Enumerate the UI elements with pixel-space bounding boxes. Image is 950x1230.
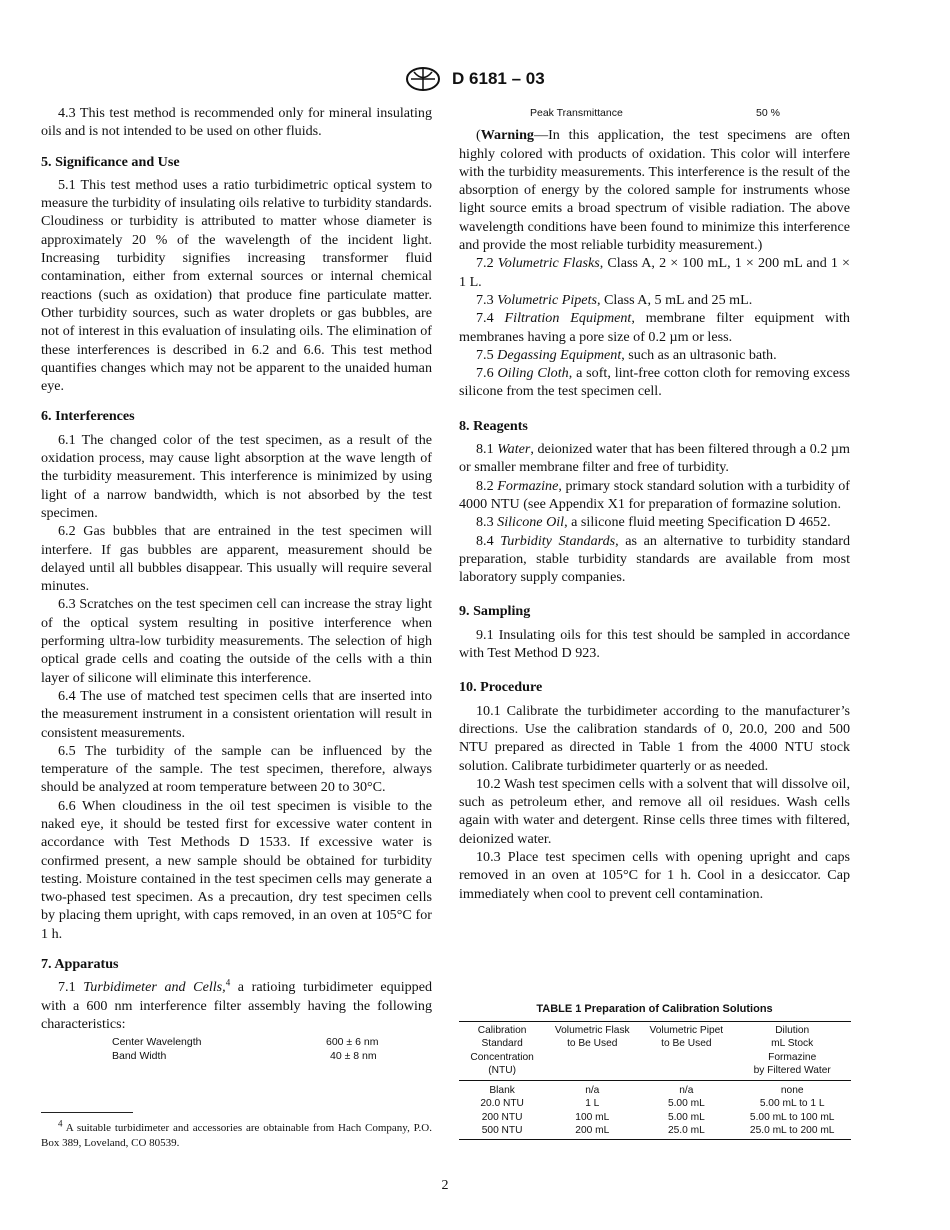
table-row: 200 NTU 100 mL 5.00 mL 5.00 mL to 100 mL [481,1111,835,1123]
paragraph-8-4: 8.4 Turbidity Standards, as an alternative to turbidity standard preparation, stable turbidity standards are available from most laboratory supply companies. [459,532,850,586]
section-9-heading: 9. Sampling [459,603,531,620]
paragraph-6-1: 6.1 The changed color of the test specimen, as a result of the oxidation process, may cause light absorption at the wave length of the turbidity measurement. This interference is minimized by using light of a narrow bandwidth, which is not absorbed by the test specimen. [41,431,432,521]
paragraph-5-1: 5.1 This test method uses a ratio turbidimetric optical system to measure the turbidity of insulating oils relative to turbidity standards. Cloudiness or turbidity is attributed to matter whose diameter is approximately 20 % of the wavelength of the incident light. Increasing turbidity signifies increasing transformer fluid contamination, either from external sources or internal chemical reactions (such as oxidation) that produce fine particulate matter. Other turbidity sources, such as water droplets or gas bubbles, are not of interest in this evaluation of insulating oils. The elimination of these interferences is described in 6.2 and 6.6. This test method quantifies changes which may not be apparent to the unaided human eye. [41,176,432,395]
paragraph-7-3: 7.3 Volumetric Pipets, Class A, 5 mL and 25 mL. [476,291,753,308]
paragraph-8-2: 8.2 Formazine, primary stock standard solution with a turbidity of 4000 NTU (see Appendix X1 for preparation of formazine solution. [459,477,850,512]
table-header-row [459,1022,851,1081]
paragraph-10-1: 10.1 Calibrate the turbidimeter according to the manufacturer’s directions. Use the calibration standards of 0, 20.0, 200 and 500 NTU prepared as directed in Table 1 from the 4000 NTU stock solution. Calibrate turbidimeter quarterly or as needed. [459,702,850,774]
section-7-heading: 7. Apparatus [41,956,119,973]
paragraph-9-1: 9.1 Insulating oils for this test should be sampled in accordance with Test Method D 923. [459,626,850,662]
paragraph-7-4: 7.4 Filtration Equipment, membrane filter equipment with membranes having a pore size of 0.2 µm or less. [459,310,850,345]
paragraph-7-2: 7.2 Volumetric Flasks, Class A, 2 × 100 mL, 1 × 200 mL and 1 × 1 L. [459,255,850,290]
document-designation: D 6181 – 03 [452,69,545,88]
table-row: Blank n/a n/a none [489,1085,804,1097]
table-row: 20.0 NTU 1 L 5.00 mL 5.00 mL to 1 L [480,1098,825,1110]
paragraph-6-2: 6.2 Gas bubbles that are entrained in the test specimen will interfere. If gas bubbles are apparent, measurement should be delayed until all bubbles disappear. This usually will require several minutes. [41,523,432,595]
column-header: Dilution mL Stock Formazine by Filtered Water [753,1025,831,1076]
paragraph-10-3: 10.3 Place test specimen cells with opening upright and caps removed in an oven at 105°C for 1 h. Cool in a desiccator. Cap immediately when cool to prevent cell contamination. [459,848,850,902]
paragraph-6-6: 6.6 When cloudiness in the oil test specimen is visible to the naked eye, it should be tested first for excessive water content in accordance with Test Methods D 1533. If excessive water is confirmed present, a new sample should be obtained for turbidity testing. Moisture contained in the test specimen cells may generate a two-phased test specimen. As a precaution, dry test specimen cells by placing them upright, with caps removed, in an oven at 105°C for 1 h. [41,797,432,942]
paragraph-6-3: 6.3 Scratches on the test specimen cell can increase the stray light of the optical system resulting in positive interference when performing ultra-low turbidity measurements. The selection of high optical grade cells and coating the outside of the cells with a thin layer of silicone will eliminate this interference. [41,596,432,686]
table-1-title: TABLE 1 Preparation of Calibration Solutions [536,1003,773,1015]
paragraph-7-1: 7.1 Turbidimeter and Cells,$^4$ a ratioing turbidimeter equipped with a 600 nm interference filter assembly having the following characteristics: [41,977,433,1032]
paragraph-6-5: 6.5 The turbidity of the sample can be influenced by the temperature of the sample. The test specimen, therefore, always should be analyzed at room temperature between 20 to 30°C. [41,742,432,796]
paragraph-8-1: 8.1 Water, deionized water that has been filtered through a 0.2 µm or smaller membrane filter and free of turbidity. [459,441,851,476]
page-number: 2 [441,1178,449,1193]
right-column [459,104,850,903]
peak-transmittance-row: Peak Transmittance 50 % [530,107,780,119]
section-10-heading: 10. Procedure [459,679,543,696]
calibration-table [459,1021,851,1140]
table-row: 500 NTU 200 mL 25.0 mL 25.0 mL to 200 mL [459,1124,851,1140]
paragraph-10-2: 10.2 Wash test specimen cells with a solvent that will dissolve oil, such as petroleum ether, and remove all oil residues. Wash cells again with water and detergent. Rinse cells three times with filtered, deionized water. [459,775,850,847]
paragraph-7-5: 7.5 Degassing Equipment, such as an ultrasonic bath. [476,346,777,363]
spec-row: Center Wavelength 600 ± 6 nm [112,1036,379,1049]
turbidimeter-specs [41,1036,432,1063]
column-header: Calibration Standard Concentration (NTU) [470,1025,534,1076]
astm-logo [405,66,441,92]
left-column [41,104,432,1063]
column-header: Volumetric Flask to Be Used [554,1025,630,1050]
paragraph-4-3: 4.3 This test method is recommended only for mineral insulating oils and is not intended to be used on other fluids. [41,105,432,140]
footnote-4: $^4$ A suitable turbidimeter and accessories are obtainable from Hach Company, P.O. Box 389, Loveland, CO 80539. [41,1118,432,1149]
page-header [0,66,950,92]
footnote-ref[interactable]: 4 [225,977,231,988]
section-5-heading: 5. Significance and Use [41,153,180,170]
column-header: Volumetric Pipet to Be Used [649,1025,724,1050]
paragraph-6-4: 6.4 The use of matched test specimen cells that are inserted into the measurement instrument in a consistent orientation will result in consistent measurements. [41,687,432,741]
paragraph-8-3: 8.3 Silicone Oil, a silicone fluid meeting Specification D 4652. [476,514,831,531]
paragraph-7-6: 7.6 Oiling Cloth, a soft, lint-free cotton cloth for removing excess silicone from the test specimen cell. [459,365,850,400]
spec-row: Band Width 40 ± 8 nm [112,1049,377,1062]
footnote-divider [41,1112,133,1113]
warning-note: (Warning—In this application, the test specimens are often highly colored with products of oxidation. This color will interfere with the turbidity measurements. This interference is the result of the absorption of energy by the colored sample for instruments whose light source emits a broad spectrum of visible radiation. The above wavelength conditions have been found to minimize this interference and provide the most reliable turbidity measurement.) [459,127,850,254]
section-8-heading: 8. Reagents [459,417,528,434]
section-6-heading: 6. Interferences [41,408,135,425]
